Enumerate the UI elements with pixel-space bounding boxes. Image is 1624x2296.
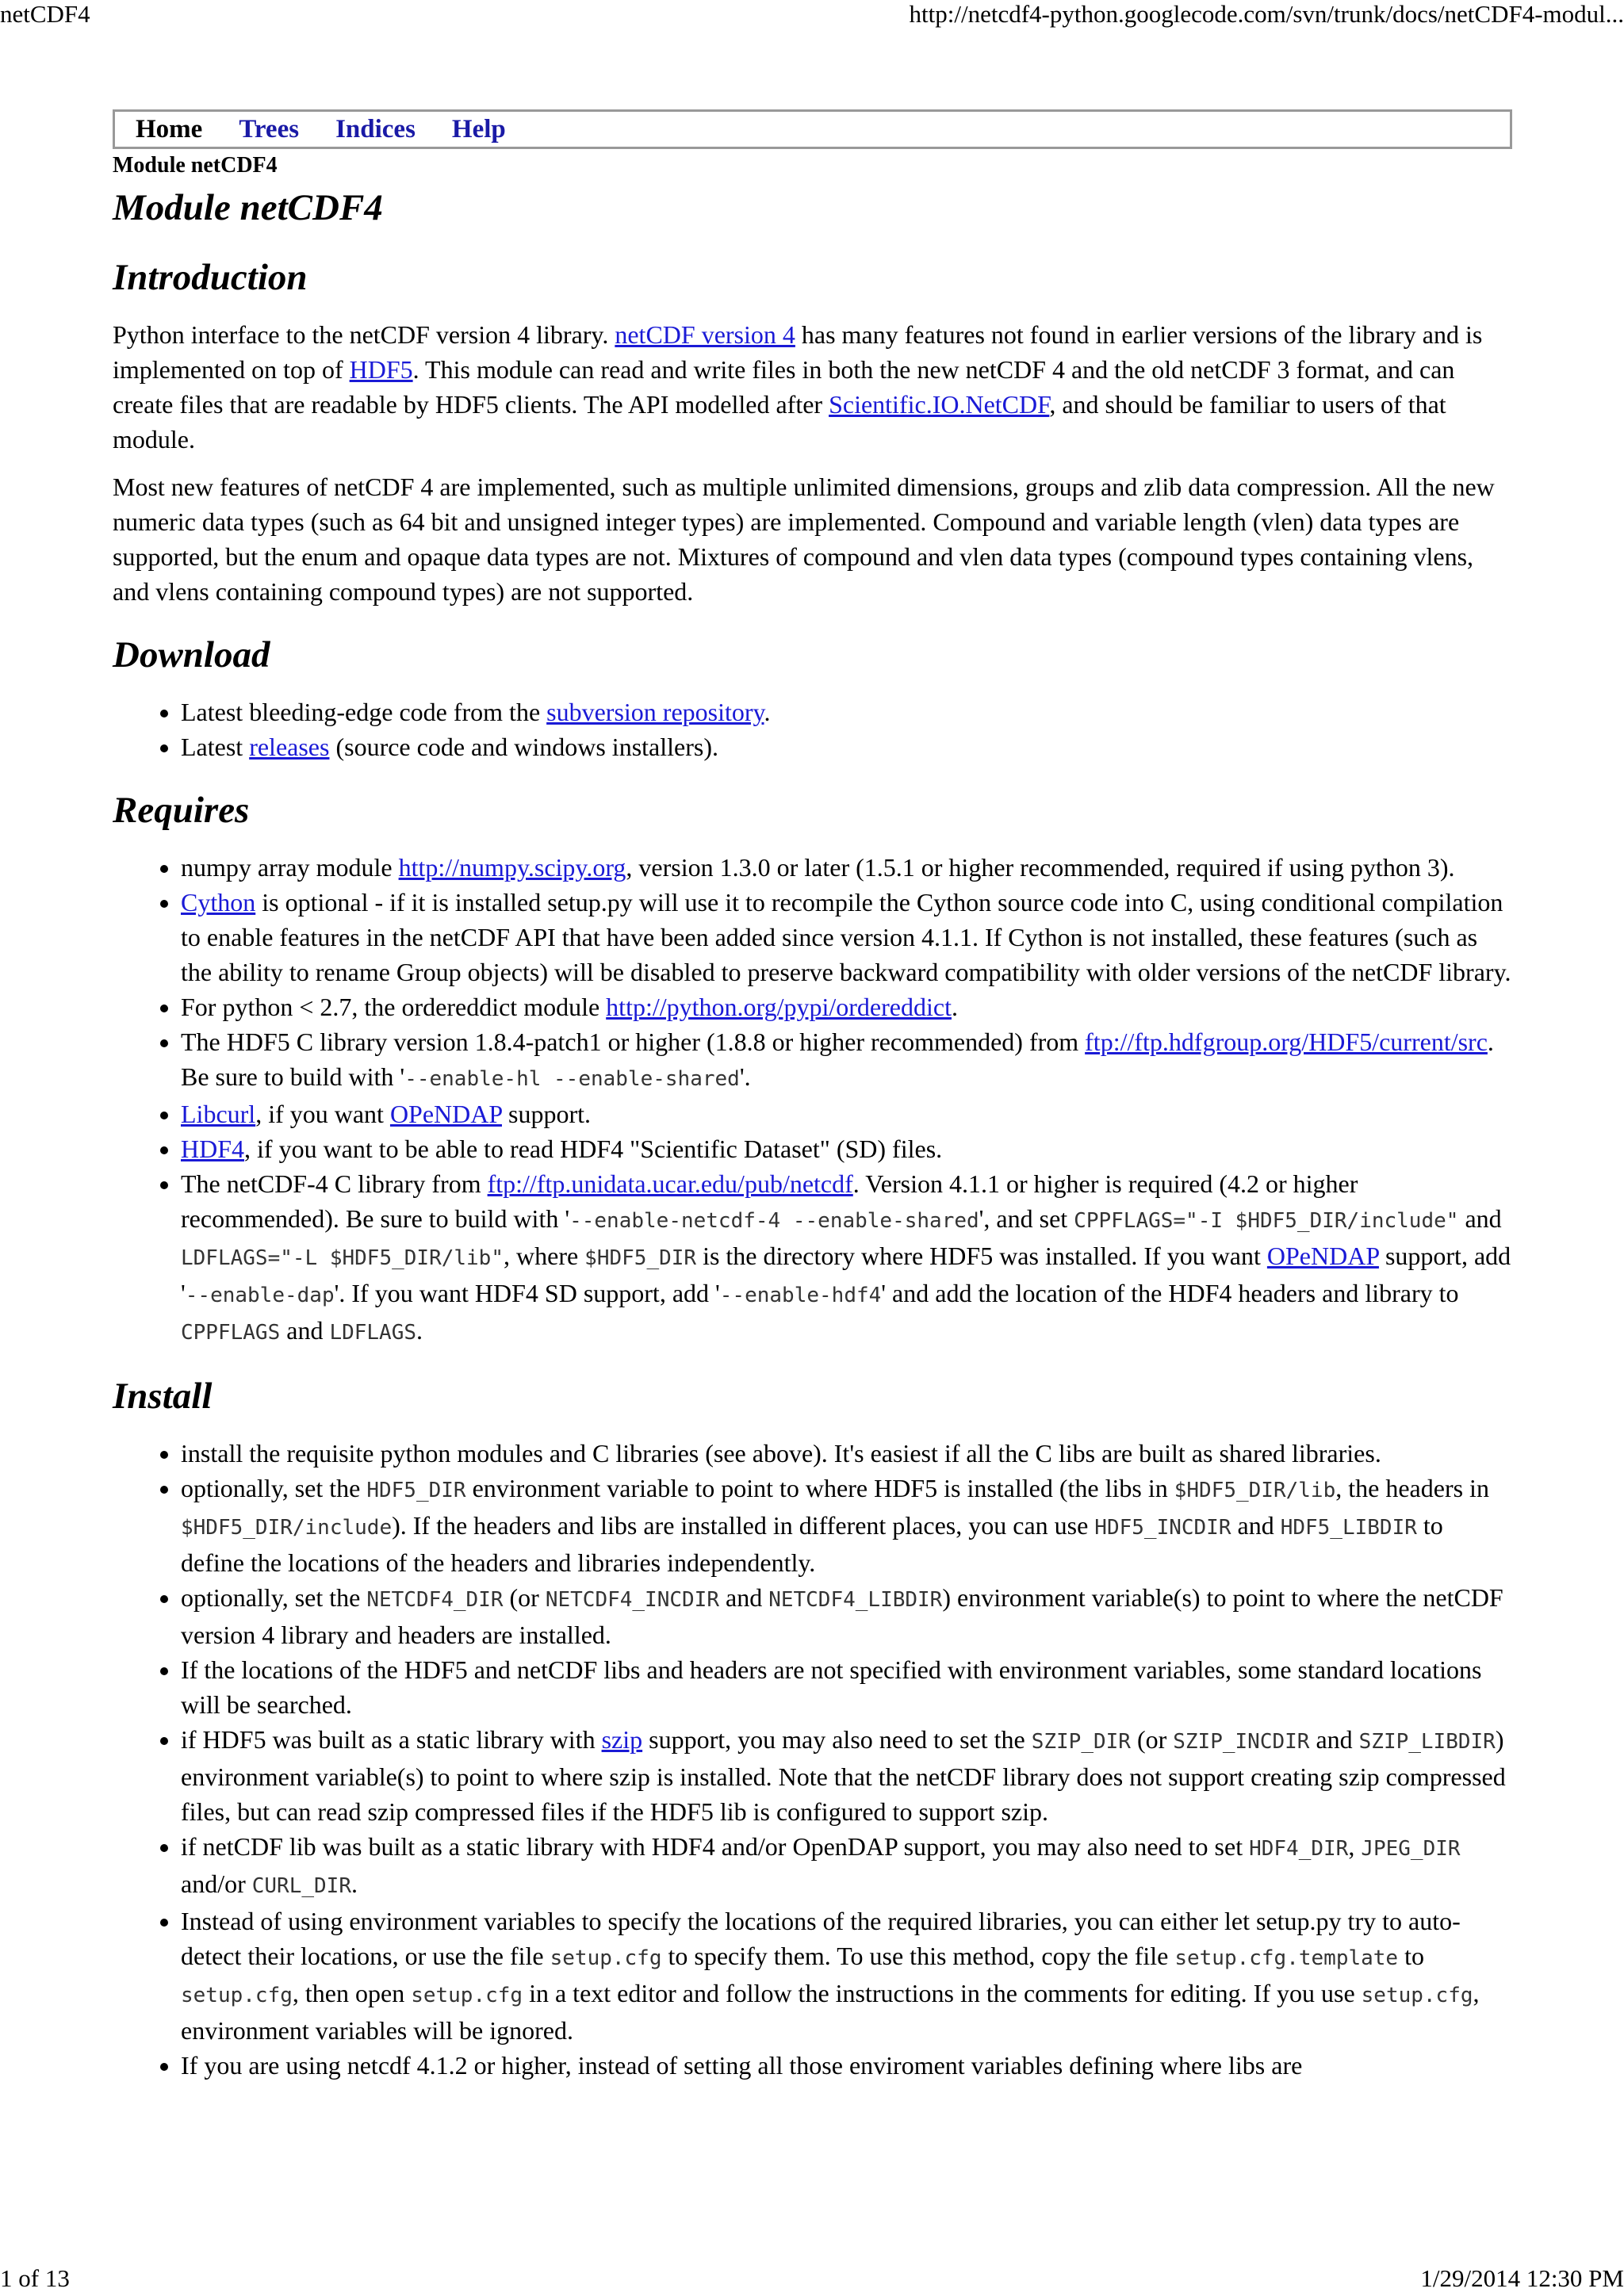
list-item: • If you are using netcdf 4.1.2 or higher, instead of setting all those enviroment variables defining where libs are xyxy=(181,2048,1512,2083)
list-item: • Instead of using environment variables to specify the locations of the required libraries, you can either let setup.py try to auto-detect their locations, or use the file setup.cfg to specify them. To use this method, copy the file setup.cfg.template to setup.cfg, then open setup.cfg in a text editor and follow the instructions in the comments for editing. If you use setup.cfg, environment variables will be ignored. xyxy=(181,1904,1512,2048)
scientific-io-netcdf-link[interactable]: Scientific.IO.NetCDF xyxy=(829,390,1050,419)
hdfgroup-ftp-link[interactable]: ftp://ftp.hdfgroup.org/HDF5/current/src xyxy=(1085,1027,1488,1056)
list-item: • if HDF5 was built as a static library with szip support, you may also need to set the SZIP_DIR (or SZIP_INCDIR and SZIP_LIBDIR) environment variable(s) to point to where szip is installed. Note that the netCDF library does not support creating szip compressed files, but can read szip compressed files if the HDF5 lib is configured to support szip. xyxy=(181,1722,1512,1829)
print-footer-date: 1/29/2014 12:30 PM xyxy=(1420,2264,1624,2292)
requires-list xyxy=(113,850,1512,1350)
hdf4-link[interactable]: HDF4 xyxy=(181,1135,245,1163)
list-item: • optionally, set the NETCDF4_DIR (or NETCDF4_INCDIR and NETCDF4_LIBDIR) environment variable(s) to point to where the netCDF version 4 library and headers are installed. xyxy=(181,1580,1512,1652)
nav-home: Home xyxy=(136,115,203,144)
ordereddict-link[interactable]: http://python.org/pypi/ordereddict xyxy=(606,993,952,1021)
list-item: • if netCDF lib was built as a static library with HDF4 and/or OpenDAP support, you may also need to set HDF4_DIR, JPEG_DIR and/or CURL_DIR. xyxy=(181,1829,1512,1904)
list-item: • Cython is optional - if it is installed setup.py will use it to recompile the Cython source code into C, using conditional compilation to enable features in the netCDF API that have been added since version 4.1.1. If Cython is not installed, these features (such as the ability to rename Group objects) will be disabled to preserve backward compatibility with older versions of the netCDF library. xyxy=(181,885,1512,989)
heading-requires: Requires xyxy=(113,790,250,831)
list-item: • For python < 2.7, the ordereddict module http://python.org/pypi/ordereddict. xyxy=(181,989,1512,1024)
page-title: Module netCDF4 xyxy=(113,187,383,228)
cython-link[interactable]: Cython xyxy=(181,888,256,916)
list-item: • HDF4, if you want to be able to read HDF4 "Scientific Dataset" (SD) files. xyxy=(181,1131,1512,1166)
intro-paragraph-1: Python interface to the netCDF version 4 library. netCDF version 4 has many features not found in earlier versions of the library and is implemented on top of HDF5. This module can read and write files in both the new netCDF 4 and the old netCDF 3 format, and can create files that are readable by HDF5 clients. The API modelled after Scientific.IO.NetCDF, and should be familiar to users of that module. xyxy=(113,320,1483,453)
list-item: • If the locations of the HDF5 and netCDF libs and headers are not specified with environment variables, some standard locations will be searched. xyxy=(181,1652,1512,1722)
libcurl-link[interactable]: Libcurl xyxy=(181,1100,256,1128)
list-item: • numpy array module http://numpy.scipy.org, version 1.3.0 or later (1.5.1 or higher recommended, required if using python 3). xyxy=(181,850,1512,885)
list-item: • The HDF5 C library version 1.8.4-patch1 or higher (1.8.8 or higher recommended) from ftp://ftp.hdfgroup.org/HDF5/current/src. Be sure to build with '--enable-hl --enable-shared'. xyxy=(181,1024,1512,1096)
install-list xyxy=(113,1436,1512,2083)
releases-link[interactable]: releases xyxy=(249,733,330,761)
opendap-link-2[interactable]: OPeNDAP xyxy=(1266,1242,1379,1270)
list-item: • optionally, set the HDF5_DIR environment variable to point to where HDF5 is installed (the libs in $HDF5_DIR/lib, the headers in $HDF5_DIR/include). If the headers and libs are installed in different places, you can use HDF5_INCDIR and HDF5_LIBDIR to define the locations of the headers and libraries independently. xyxy=(181,1471,1512,1580)
list-item: • install the requisite python modules and C libraries (see above). It's easiest if all the C libs are built as shared libraries. xyxy=(181,1436,1512,1471)
nav-bar xyxy=(113,109,1512,149)
numpy-link[interactable]: http://numpy.scipy.org xyxy=(398,853,626,882)
hdf5-link[interactable]: HDF5 xyxy=(349,355,413,384)
nav-help-link[interactable]: Help xyxy=(451,115,506,144)
heading-introduction: Introduction xyxy=(113,257,308,298)
print-header-title: netCDF4 xyxy=(0,0,90,28)
nav-trees-link[interactable]: Trees xyxy=(239,115,300,144)
heading-install: Install xyxy=(113,1376,213,1417)
unidata-ftp-link[interactable]: ftp://ftp.unidata.ucar.edu/pub/netcdf xyxy=(487,1169,853,1198)
breadcrumb: Module netCDF4 xyxy=(113,153,278,178)
download-list xyxy=(113,695,1512,764)
list-item: • Libcurl, if you want OPeNDAP support. xyxy=(181,1096,1512,1131)
print-footer-page: 1 of 13 xyxy=(0,2264,70,2292)
list-item: • Latest releases (source code and windows installers). xyxy=(181,729,1512,764)
subversion-repository-link[interactable]: subversion repository xyxy=(546,698,764,726)
print-header-url: http://netcdf4-python.googlecode.com/svn/trunk/docs/netCDF4-modul... xyxy=(909,0,1624,28)
list-item: • The netCDF-4 C library from ftp://ftp.unidata.ucar.edu/pub/netcdf. Version 4.1.1 or higher is required (4.2 or higher recommended). Be sure to build with '--enable-netcdf-4 --enable-shared', and set CPPFLAGS="-I $HDF5_DIR/include" and LDFLAGS="-L $HDF5_DIR/lib", where $HDF5_DIR is the directory where HDF5 was installed. If you want OPeNDAP support, add '--enable-dap'. If you want HDF4 SD support, add '--enable-hdf4' and add the location of the HDF4 headers and library to CPPFLAGS and LDFLAGS. xyxy=(181,1166,1512,1350)
nav-indices-link[interactable]: Indices xyxy=(335,115,416,144)
intro-paragraph-2: Most new features of netCDF 4 are implemented, such as multiple unlimited dimensions, groups and zlib data compression. All the new numeric data types (such as 64 bit and unsigned integer types) are implemented. Compound and variable length (vlen) data types are supported, but the enum and opaque data types are not. Mixtures of compound and vlen data types (compound types containing vlens, and vlens containing compound types) are not supported. xyxy=(113,473,1495,606)
page-content xyxy=(113,109,1512,2083)
list-item: • Latest bleeding-edge code from the subversion repository. xyxy=(181,695,1512,729)
opendap-link[interactable]: OPeNDAP xyxy=(389,1100,502,1128)
szip-link[interactable]: szip xyxy=(601,1725,643,1754)
heading-download: Download xyxy=(113,634,270,675)
netcdf-v4-link[interactable]: netCDF version 4 xyxy=(615,320,795,349)
